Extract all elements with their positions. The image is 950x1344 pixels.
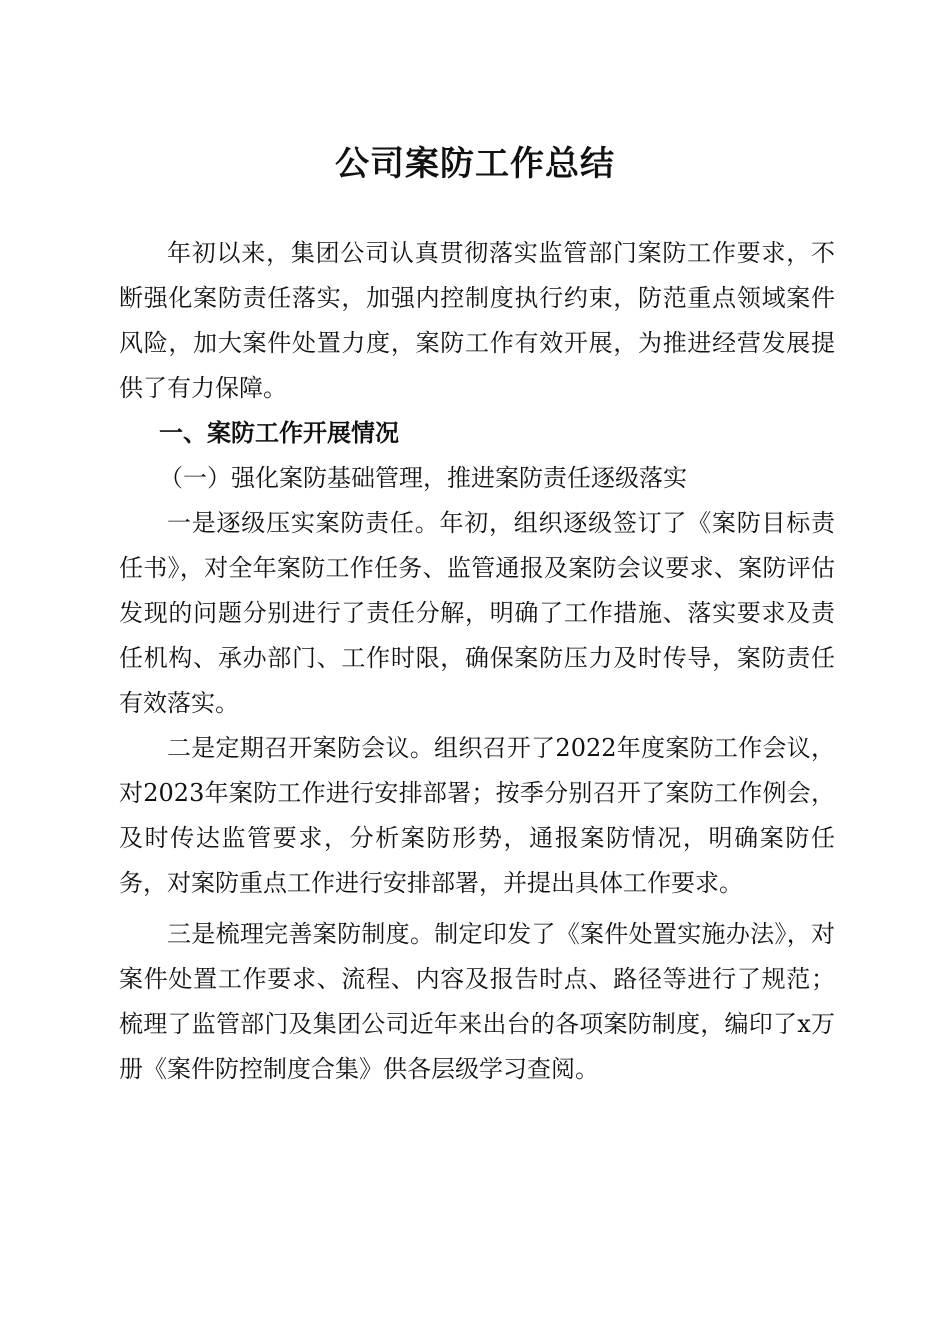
subsection-heading: （一）强化案防基础管理，推进案防责任逐级落实: [159, 464, 687, 492]
item-lead: 二是定期召开案防会议。: [167, 734, 435, 762]
document-body: [119, 231, 835, 1092]
item-lead: 三是梳理完善案防制度。: [167, 920, 435, 948]
document-title: 公司案防工作总结: [335, 144, 615, 184]
item-text: 年初，组织逐级签订了《案防目标责任书》，对全年案防工作任务、监管通报及案防会议要求、案防评估发现的问题分别进行了责任分解，明确了工作措施、落实要求及责任机构、承办部门、工作时限，确保案防压力及时传导，案防责任有效落实。: [119, 509, 836, 717]
intro-paragraph: 年初以来，集团公司认真贯彻落实监管部门案防工作要求，不断强化案防责任落实，加强内控制度执行约束，防范重点领域案件风险，加大案件处置力度，案防工作有效开展，为推进经营发展提供了有力保障。: [119, 239, 835, 402]
section-heading: 一、案防工作开展情况: [159, 419, 399, 447]
item-text: 组织召开了2022年度案防工作会议，对2023年案防工作进行安排部署；按季分别召开了案防工作例会，及时传达监管要求，分析案防形势，通报案防情况，明确案防任务，对案防重点工作进行安排部署，并提出具体工作要求。: [119, 734, 836, 897]
item-text: 制定印发了《案件处置实施办法》，对案件处置工作要求、流程、内容及报告时点、路径等进行了规范；梳理了监管部门及集团公司近年来出台的各项案防制度，编印了x万册《案件防控制度合集》供各层级学习查阅。: [119, 920, 836, 1083]
item-paragraph: [119, 726, 835, 906]
item-paragraph: [119, 912, 835, 1092]
item-lead: 一是逐级压实案防责任。: [167, 509, 440, 537]
item-paragraph: [119, 501, 835, 726]
